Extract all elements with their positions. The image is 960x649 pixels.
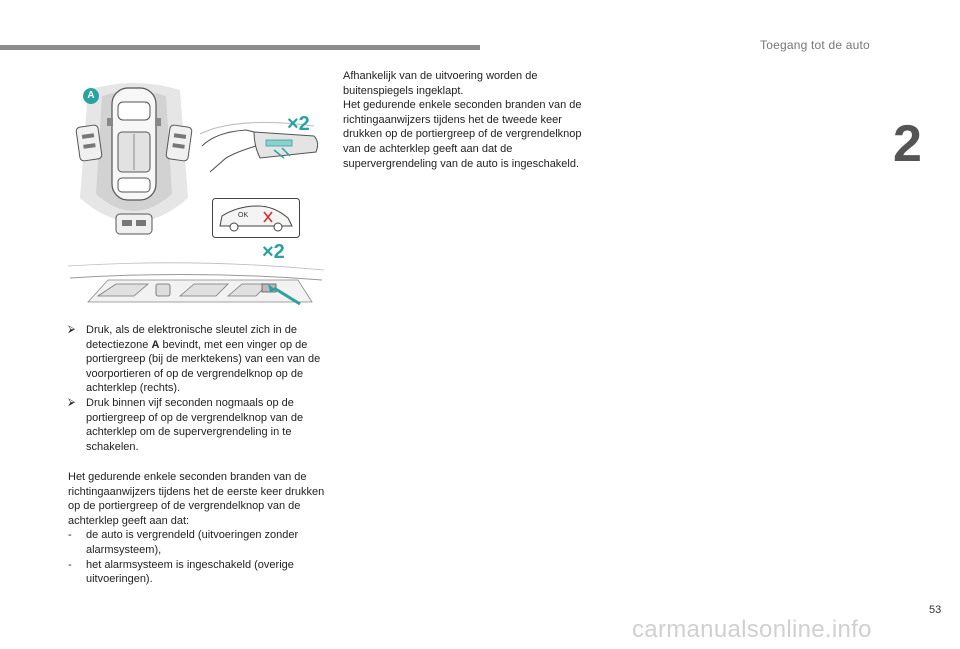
list-item: - het alarmsysteem is ingeschakeld (overige uitvoeringen). [68,558,294,586]
paragraph: Het gedurende enkele seconden branden van de richtingaanwijzers tijdens het de tweede keer drukken op de portiergreep of de vergrendelknop van de achterklep geeft aan dat de supervergrendeling van de auto is ingeschakeld. [343,99,582,170]
car-ok-label: OK [238,212,249,219]
zone-reference: A [151,338,160,351]
list-item-text: het alarmsysteem is ingeschakeld (overige uitvoeringen). [86,558,294,586]
header-rule [0,45,480,50]
paragraph: Het gedurende enkele seconden branden van de richtingaanwijzers tijdens het de eerste keer drukken op de portiergreep of de vergrendelknop van de achterklep geeft aan dat: [68,471,325,527]
instruction-text: bevindt, met een vinger op de portiergreep (bij de merktekens) van een van de voorportieren of op de vergrendelknop op de achterklep (rechts). [86,338,321,395]
watermark: carmanualsonline.info [632,616,872,643]
instruction-text: Druk, als de elektronische sleutel zich in de detectiezone [86,324,297,351]
result-description [68,470,330,587]
list-item-text: de auto is vergrendeld (uitvoeringen zonder alarmsysteem), [86,529,299,556]
right-column-text [343,69,593,171]
page-number: 53 [929,604,942,616]
car-status-icon [212,198,300,238]
instruction-text: Druk binnen vijf seconden nogmaals op de portiergreep of op de vergrendelknop van de achterklep om de supervergrendeling in te schakelen. [86,396,304,453]
instruction-list [68,323,326,454]
zone-a-badge: A [83,88,99,104]
arrow-bullet-icon: ⮚ [68,324,76,335]
press-count-label-1: ×2 [287,113,310,135]
section-title: Toegang tot de auto [760,38,870,52]
list-item: - de auto is vergrendeld (uitvoeringen zonder alarmsysteem), [68,529,299,556]
tailgate-button [116,214,152,234]
instruction-item [68,396,326,454]
arrow-bullet-icon: ⮚ [68,396,76,408]
instruction-item [68,323,326,396]
chapter-number: 2 [893,115,922,173]
paragraph: Afhankelijk van de uitvoering worden de buitenspiegels ingeklapt. [343,70,538,97]
press-count-label-2: ×2 [262,241,285,263]
door-handle-left [76,125,103,162]
tailgate-button-illustration [68,262,324,312]
door-handle-right [166,125,193,162]
